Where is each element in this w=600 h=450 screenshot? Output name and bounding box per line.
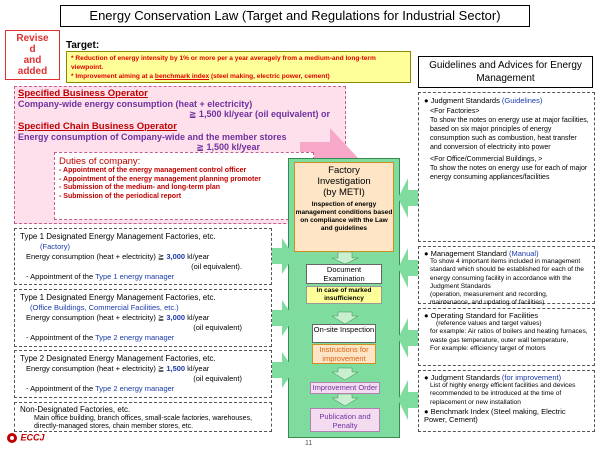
fi-title-3: (by METI) (323, 187, 365, 198)
cons-num: 3,000 (166, 313, 186, 322)
specified-operator-text (18, 88, 344, 153)
cons-post: kl/year (185, 252, 210, 261)
operating-sub: (reference values and target values) (436, 320, 542, 328)
operating-text-2: For example: efficiency target of motors (430, 344, 546, 352)
type2-appoint (20, 384, 266, 394)
target-line-2-pre: * Improvement aiming at a (71, 73, 155, 80)
target-line-1: * Reduction of energy intensity by 1% or more per a year averagely from a medium-and long-term viewpoint. (71, 55, 376, 71)
management-head-blue: (Manual) (509, 249, 539, 258)
type2-box (14, 350, 272, 398)
revised-line: Revise (16, 33, 49, 44)
revised-line: d (29, 44, 36, 55)
arrow-icon (398, 248, 418, 288)
factory-investigation-box (294, 162, 394, 252)
non-designated-head: Non-Designated Factories, etc. (20, 405, 131, 414)
duty-item: - Submission of the periodical report (59, 192, 182, 200)
arrow-icon (332, 252, 358, 264)
judgment-head-blue: (Guidelines) (501, 96, 543, 105)
type1-office-sub: (Office Buildings, Commercial Facilities, etc.) (30, 303, 179, 312)
cons-num: 3,000 (166, 252, 186, 261)
office-label: <For Office/Commercial Buildings, > (430, 156, 543, 163)
type1-factory-head: Type 1 Designated Energy Management Factories, etc. (20, 232, 216, 241)
arrow-icon (332, 394, 358, 406)
duty-item: - Appointment of the energy management control officer (59, 167, 247, 174)
chain-operator-line: Energy consumption of Company-wide and the member stores (18, 132, 287, 142)
cons-post: kl/year (185, 364, 210, 373)
cons-post: kl/year (185, 313, 210, 322)
duties-box (54, 152, 314, 220)
page-number: 11 (305, 440, 313, 447)
judgment-head-pre: ● Judgment Standards (424, 96, 502, 105)
type1-office-appoint (20, 333, 266, 343)
type1-factory-sub: (Factory) (40, 242, 70, 251)
appoint-pre: - Appointment of the (26, 333, 96, 342)
management-head-pre: ● Management Standard (424, 249, 509, 258)
type1-office-head: Type 1 Designated Energy Management Factories, etc. (20, 293, 216, 302)
management-text: To show 4 important items included in management standard which should be established for each of the energy consuming facility in accordance with the Judgment Standards (430, 258, 584, 290)
operating-text: for example: Air ratios of boilers and heating furnaces, waste gas temperature, outer wall temperature, (430, 328, 588, 344)
arrow-icon (270, 238, 294, 274)
guidelines-title: Guidelines and Advices for Energy Management (418, 56, 593, 88)
arrow-icon (332, 368, 358, 380)
target-line-2 (71, 72, 406, 81)
arrow-icon (398, 178, 418, 218)
improvement-standards-box (418, 370, 595, 432)
arrow-icon (270, 300, 294, 336)
fi-title-2: Investigation (317, 176, 371, 187)
non-designated-body: Main office building, branch offices, small-scale factories, warehouses, directly-managed stores, chain member stores, etc. (34, 414, 253, 430)
type1-factory-consumption (20, 252, 266, 262)
type1-office-consumption (20, 313, 266, 323)
appoint-role: Type 2 energy manager (95, 333, 175, 342)
benchmark-index: ● Benchmark Index (Steel making, Electric Power, Cement) (424, 406, 566, 425)
chain-operator-head: Specified Chain Business Operator (18, 121, 177, 132)
operating-standard-box (418, 308, 595, 366)
factories-label: <For Factories> (430, 108, 480, 115)
type2-head: Type 2 Designated Energy Management Factories, etc. (20, 354, 216, 363)
page-title: Energy Conservation Law (Target and Regulations for Industrial Sector) (60, 5, 530, 27)
non-designated-box (14, 402, 272, 432)
insufficiency-box: In case of marked insufficiency (306, 286, 382, 304)
improvement-text: List of highly energy efficient facilities and devices recommended to be introduced at the time of replacement or new installation (430, 382, 576, 406)
revised-line: added (17, 66, 48, 77)
improvement-order-box: Improvement Order (310, 382, 380, 394)
type1-factory-appoint (20, 272, 266, 282)
business-operator-line: Company-wide energy consumption (heat + electricity) (18, 99, 253, 109)
judgment-head (424, 96, 589, 105)
eccj-logo-text: ECCJ (20, 432, 45, 443)
judgment-guidelines-box (418, 92, 595, 242)
target-label: Target: (66, 40, 100, 51)
duties-title: Duties of company: (59, 156, 141, 167)
business-operator-value: ≧ 1,500 kl/year (oil equivalent) or (188, 109, 330, 119)
revised-line: and (23, 55, 42, 66)
eccj-logo-icon (6, 432, 18, 444)
appoint-pre: - Appointment of the (26, 272, 96, 281)
management-standard-box (418, 246, 595, 307)
improvement-head-pre: ● Judgment Standards (424, 373, 502, 382)
chain-operator-value: ≧ 1,500 kl/year (196, 142, 260, 152)
left-arrows (270, 230, 294, 440)
operating-head: ● Operating Standard for Facilities (424, 311, 539, 320)
type1-office-box (14, 289, 272, 347)
type1-office-unit: (oil equivalent) (193, 323, 242, 332)
type2-unit: (oil equivalent) (193, 374, 242, 383)
appoint-role: Type 1 energy manager (95, 272, 175, 281)
type2-consumption (20, 364, 266, 374)
business-operator-head: Specified Business Operator (18, 88, 148, 99)
arrow-icon (398, 318, 418, 358)
cons-pre: Energy consumption (heat + electricity) ≧ (26, 364, 167, 373)
instructions-box: Instructions for improvement (312, 344, 376, 364)
duty-item: - Appointment of the energy management planning promoter (59, 175, 261, 183)
onsite-inspection-box: On-site Inspection (312, 324, 376, 343)
benchmark-index-link: benchmark index (154, 73, 210, 80)
target-line-2-post: (steel making, electric power, cement) (209, 73, 330, 80)
type1-factory-unit: (oil equivalent). (191, 262, 242, 271)
fi-description: Inspection of energy management conditions based on compliance with the Law and guidelines (295, 201, 393, 232)
arrow-icon (270, 352, 294, 388)
cons-pre: Energy consumption (heat + electricity) ≧ (26, 313, 167, 322)
target-box (66, 51, 411, 83)
improvement-head (424, 374, 589, 382)
factories-text: To show the notes on energy use at major facilities, based on six major principles of energy consumption such as combustion, heat transfer and conversion of electricity into power (430, 117, 589, 151)
arrow-icon (332, 312, 358, 324)
document-examination-box: Document Examination (306, 264, 382, 284)
cons-pre: Energy consumption (heat + electricity) ≧ (26, 252, 167, 261)
publication-penalty-box: Publication and Penalty (310, 408, 380, 432)
right-arrows (398, 170, 418, 430)
appoint-role: Type 2 energy manager (95, 384, 175, 393)
management-text-2: (operation, measurement and recording, maintenance, and updating of facilities) (430, 291, 548, 307)
management-head (424, 250, 589, 258)
eccj-logo (6, 432, 45, 444)
duty-item: - Submission of the medium- and long-term plan (59, 184, 221, 191)
arrow-icon (398, 380, 418, 420)
fi-title-1: Factory (328, 165, 360, 176)
appoint-pre: - Appointment of the (26, 384, 96, 393)
revised-badge (5, 30, 60, 80)
cons-num: 1,500 (166, 364, 186, 373)
type1-factory-box (14, 228, 272, 285)
improvement-head-blue: (for improvement) (501, 373, 562, 382)
office-text: To show the notes on energy use for each of major energy consuming appliances/facilities (430, 165, 588, 181)
